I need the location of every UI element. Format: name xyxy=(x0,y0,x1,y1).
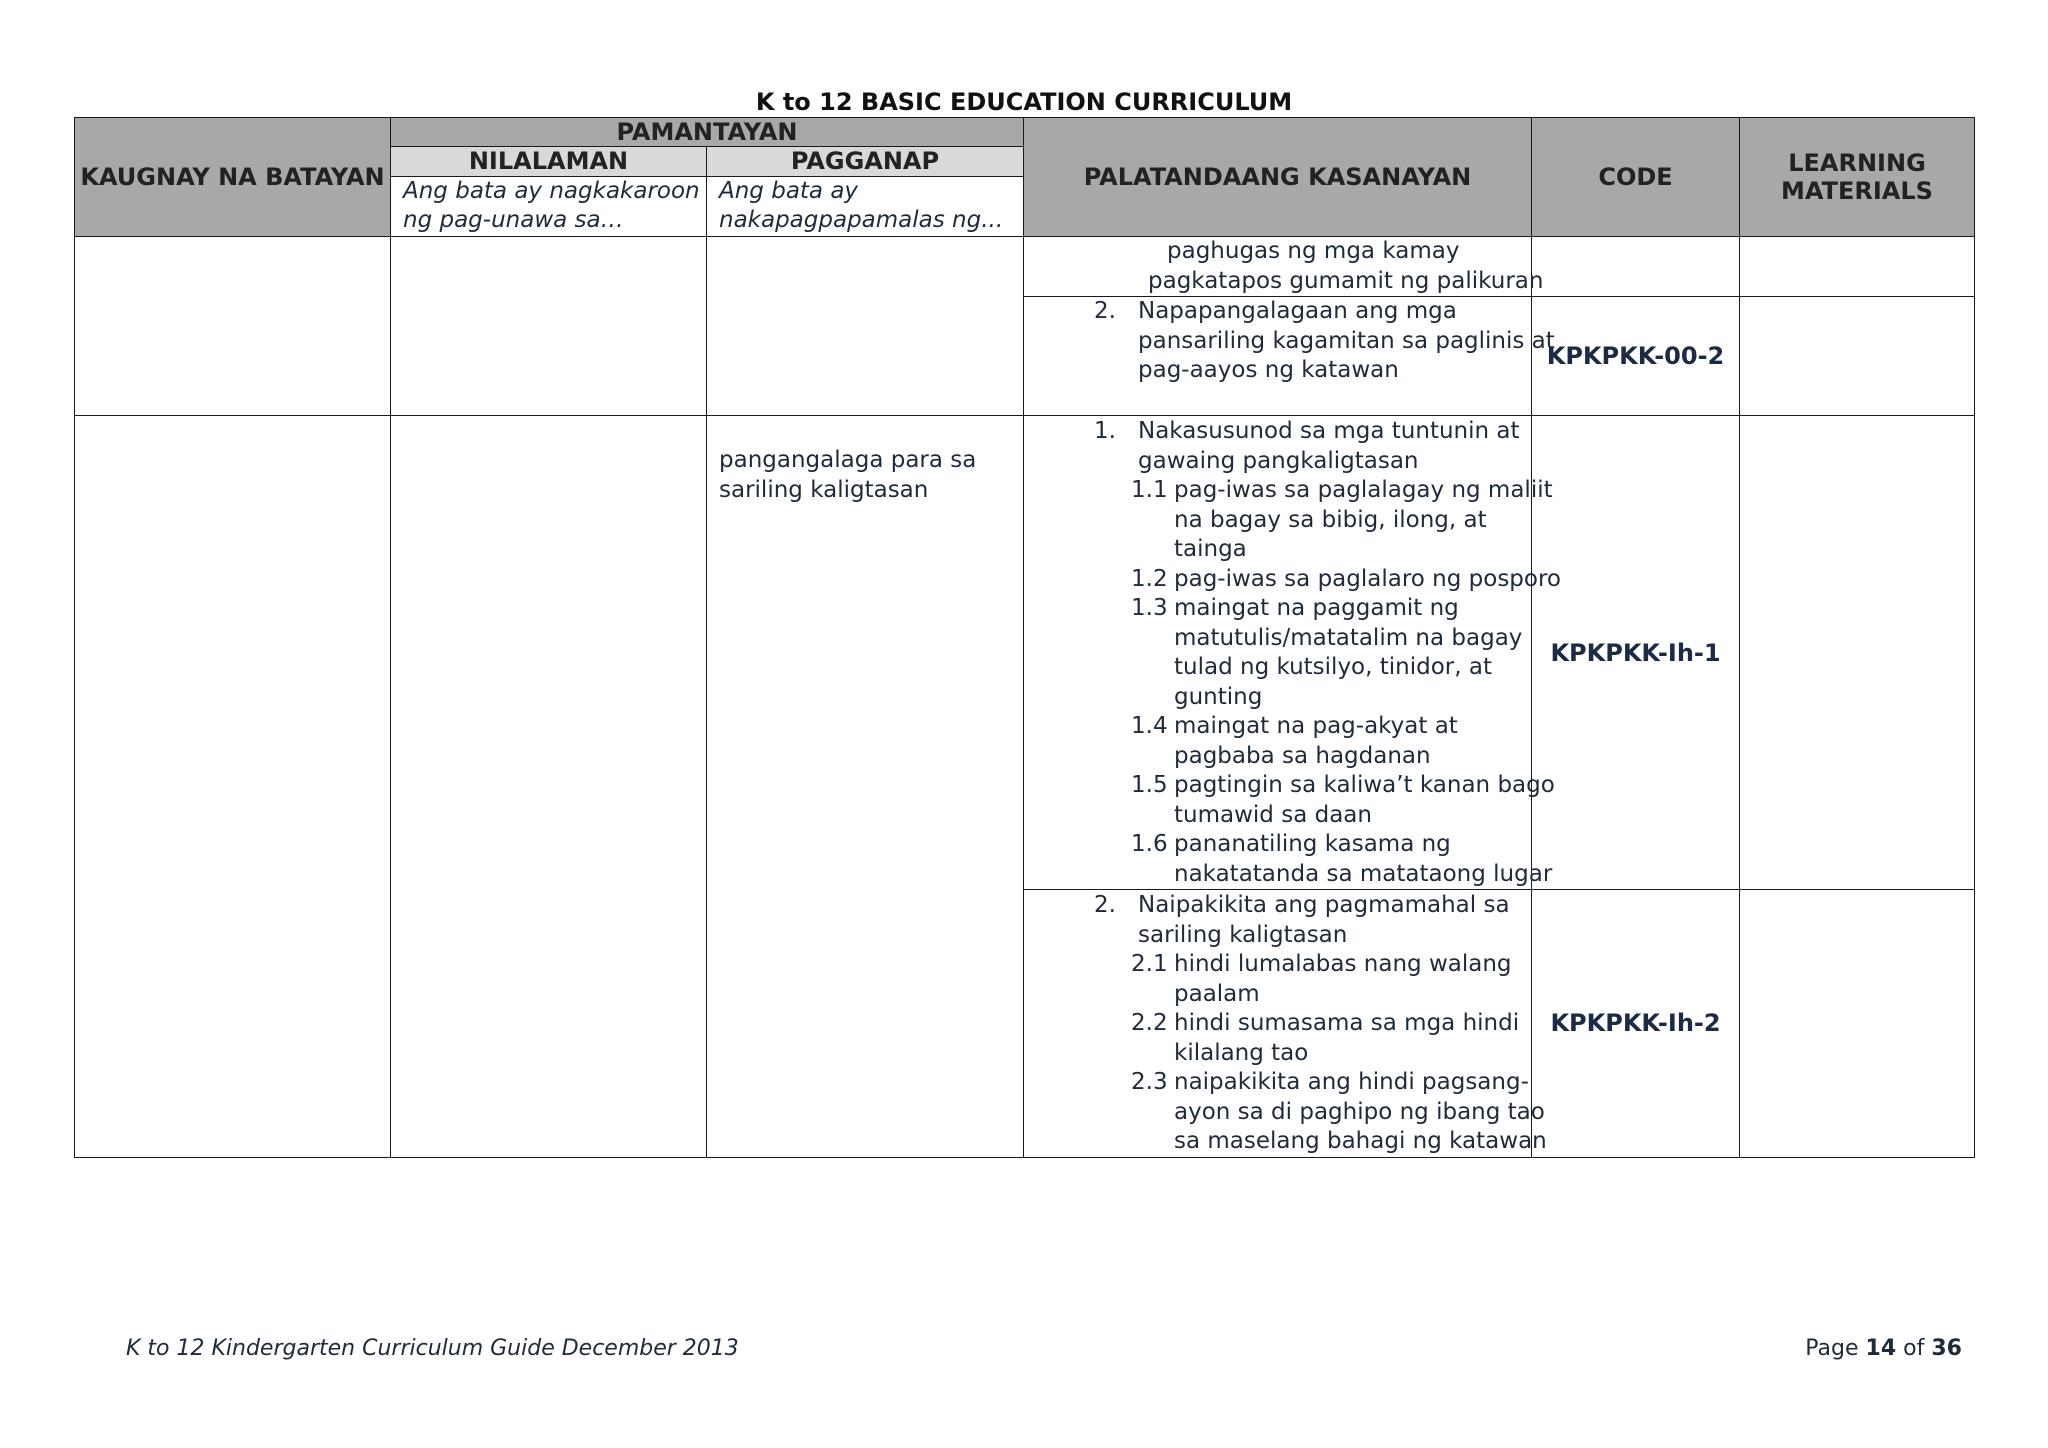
competency-line: pansariling kagamitan sa paglinis at xyxy=(1138,327,1555,354)
competency-cell-4 xyxy=(1024,890,1547,1158)
footer-page-current: 14 xyxy=(1865,1336,1897,1361)
competency-cell-3 xyxy=(1024,416,1562,890)
code-cell: KPKPKK-Ih-1 xyxy=(1532,416,1740,890)
sub-item-line: hindi lumalabas nang walang xyxy=(1174,951,1512,977)
kaugnay-cell-1 xyxy=(75,237,391,416)
kaugnay-cell-2 xyxy=(75,416,391,1158)
competency-cell-continued xyxy=(1024,237,1544,297)
header-code: CODE xyxy=(1532,118,1740,237)
document-title: K to 12 BASIC EDUCATION CURRICULUM xyxy=(755,88,1293,116)
competency-line: pag-aayos ng katawan xyxy=(1138,357,1399,383)
sub-item-line: na bagay sa bibig, ilong, at xyxy=(1174,506,1487,533)
sub-item-line: pagbaba sa hagdanan xyxy=(1174,742,1431,769)
sub-item-line: ayon sa di paghipo ng ibang tao xyxy=(1174,1098,1545,1125)
competency-line: Napapangalagaan ang mga xyxy=(1138,298,1457,324)
code-cell-empty xyxy=(1532,237,1740,297)
sub-item-line: pagtingin sa kaliwa’t kanan bago xyxy=(1174,772,1555,798)
header-palatandaang-kasanayan: PALATANDAANG KASANAYAN xyxy=(1024,118,1532,237)
sub-item-line: maingat na paggamit ng xyxy=(1174,595,1459,621)
sub-item-line: tainga xyxy=(1174,536,1247,562)
sub-item-line: tulad ng kutsilyo, tinidor, at xyxy=(1174,654,1492,680)
pagganap-line: pangangalaga para sa xyxy=(719,447,977,473)
footer-page-label: Page xyxy=(1805,1336,1859,1361)
sub-item-line: pag-iwas sa paglalaro ng posporo xyxy=(1174,565,1562,592)
sub-item-number: 1.1 xyxy=(1131,477,1168,503)
sub-item-number: 2.2 xyxy=(1131,1010,1168,1036)
footer-page-number xyxy=(1805,1336,1962,1361)
sub-item-number: 1.6 xyxy=(1131,831,1168,857)
sub-item-line: sa maselang bahagi ng katawan xyxy=(1174,1128,1547,1154)
learning-materials-cell xyxy=(1740,416,1975,890)
header-learning-materials-line1: LEARNING xyxy=(1788,149,1926,177)
sub-item-line: hindi sumasama sa mga hindi xyxy=(1174,1010,1520,1036)
competency-line: sariling kaligtasan xyxy=(1138,921,1348,948)
sub-item-number: 1.5 xyxy=(1131,772,1168,798)
competency-cell-2 xyxy=(1024,297,1555,416)
footer-page-total: 36 xyxy=(1931,1336,1962,1361)
competency-line: pagkatapos gumamit ng palikuran xyxy=(1148,267,1544,294)
sub-item-number: 2.3 xyxy=(1131,1069,1168,1095)
code-cell: KPKPKK-00-2 xyxy=(1532,297,1740,416)
learning-materials-cell xyxy=(1740,297,1975,416)
header-pagganap-description: Ang bata ay nakapagpapamalas ng... xyxy=(707,177,1024,237)
nilalaman-cell-2 xyxy=(391,416,707,1158)
pagganap-line: sariling kaligtasan xyxy=(719,476,929,503)
competency-number: 1. xyxy=(1094,418,1116,444)
header-learning-materials xyxy=(1740,118,1975,237)
learning-materials-cell xyxy=(1740,237,1975,297)
sub-item-line: gunting xyxy=(1174,683,1263,710)
competency-number: 2. xyxy=(1094,298,1116,324)
footer-guide-title: K to 12 Kindergarten Curriculum Guide December 2013 xyxy=(126,1336,739,1361)
competency-line: Naipakikita ang pagmamahal sa xyxy=(1138,892,1510,918)
sub-item-number: 2.1 xyxy=(1131,951,1168,977)
header-pamantayan: PAMANTAYAN xyxy=(391,118,1024,147)
sub-item-line: kilalang tao xyxy=(1174,1039,1309,1066)
learning-materials-cell xyxy=(1740,890,1975,1158)
competency-line: Nakasusunod sa mga tuntunin at xyxy=(1138,418,1520,444)
sub-item-line: naipakikita ang hindi pagsang- xyxy=(1174,1069,1529,1095)
header-nilalaman-description: Ang bata ay nagkakaroon ng pag-unawa sa… xyxy=(391,177,707,237)
sub-item-line: maingat na pag-akyat at xyxy=(1174,713,1458,739)
pagganap-cell-2 xyxy=(707,416,1024,1158)
header-nilalaman: NILALAMAN xyxy=(391,147,707,177)
competency-line: gawaing pangkaligtasan xyxy=(1138,447,1419,474)
sub-item-line: pag-iwas sa paglalagay ng maliit xyxy=(1174,477,1553,503)
competency-number: 2. xyxy=(1094,892,1116,918)
sub-item-number: 1.4 xyxy=(1131,713,1168,739)
competency-line: paghugas ng mga kamay xyxy=(1167,238,1460,264)
header-kaugnay-na-batayan: KAUGNAY NA BATAYAN xyxy=(75,118,391,237)
sub-item-line: paalam xyxy=(1174,980,1260,1007)
header-learning-materials-line2: MATERIALS xyxy=(1781,177,1933,205)
nilalaman-cell-1 xyxy=(391,237,707,416)
sub-item-line: pananatiling kasama ng xyxy=(1174,831,1451,857)
footer-of-label: of xyxy=(1903,1336,1925,1361)
sub-item-number: 1.3 xyxy=(1131,595,1168,621)
sub-item-number: 1.2 xyxy=(1131,565,1168,592)
sub-item-line: nakatatanda sa matataong lugar xyxy=(1174,860,1553,887)
sub-item-line: matutulis/matatalim na bagay xyxy=(1174,624,1523,651)
pagganap-cell-1 xyxy=(707,237,1024,416)
curriculum-table xyxy=(74,117,1975,1158)
code-cell: KPKPKK-Ih-2 xyxy=(1532,890,1740,1158)
sub-item-line: tumawid sa daan xyxy=(1174,801,1372,828)
header-pagganap: PAGGANAP xyxy=(707,147,1024,177)
